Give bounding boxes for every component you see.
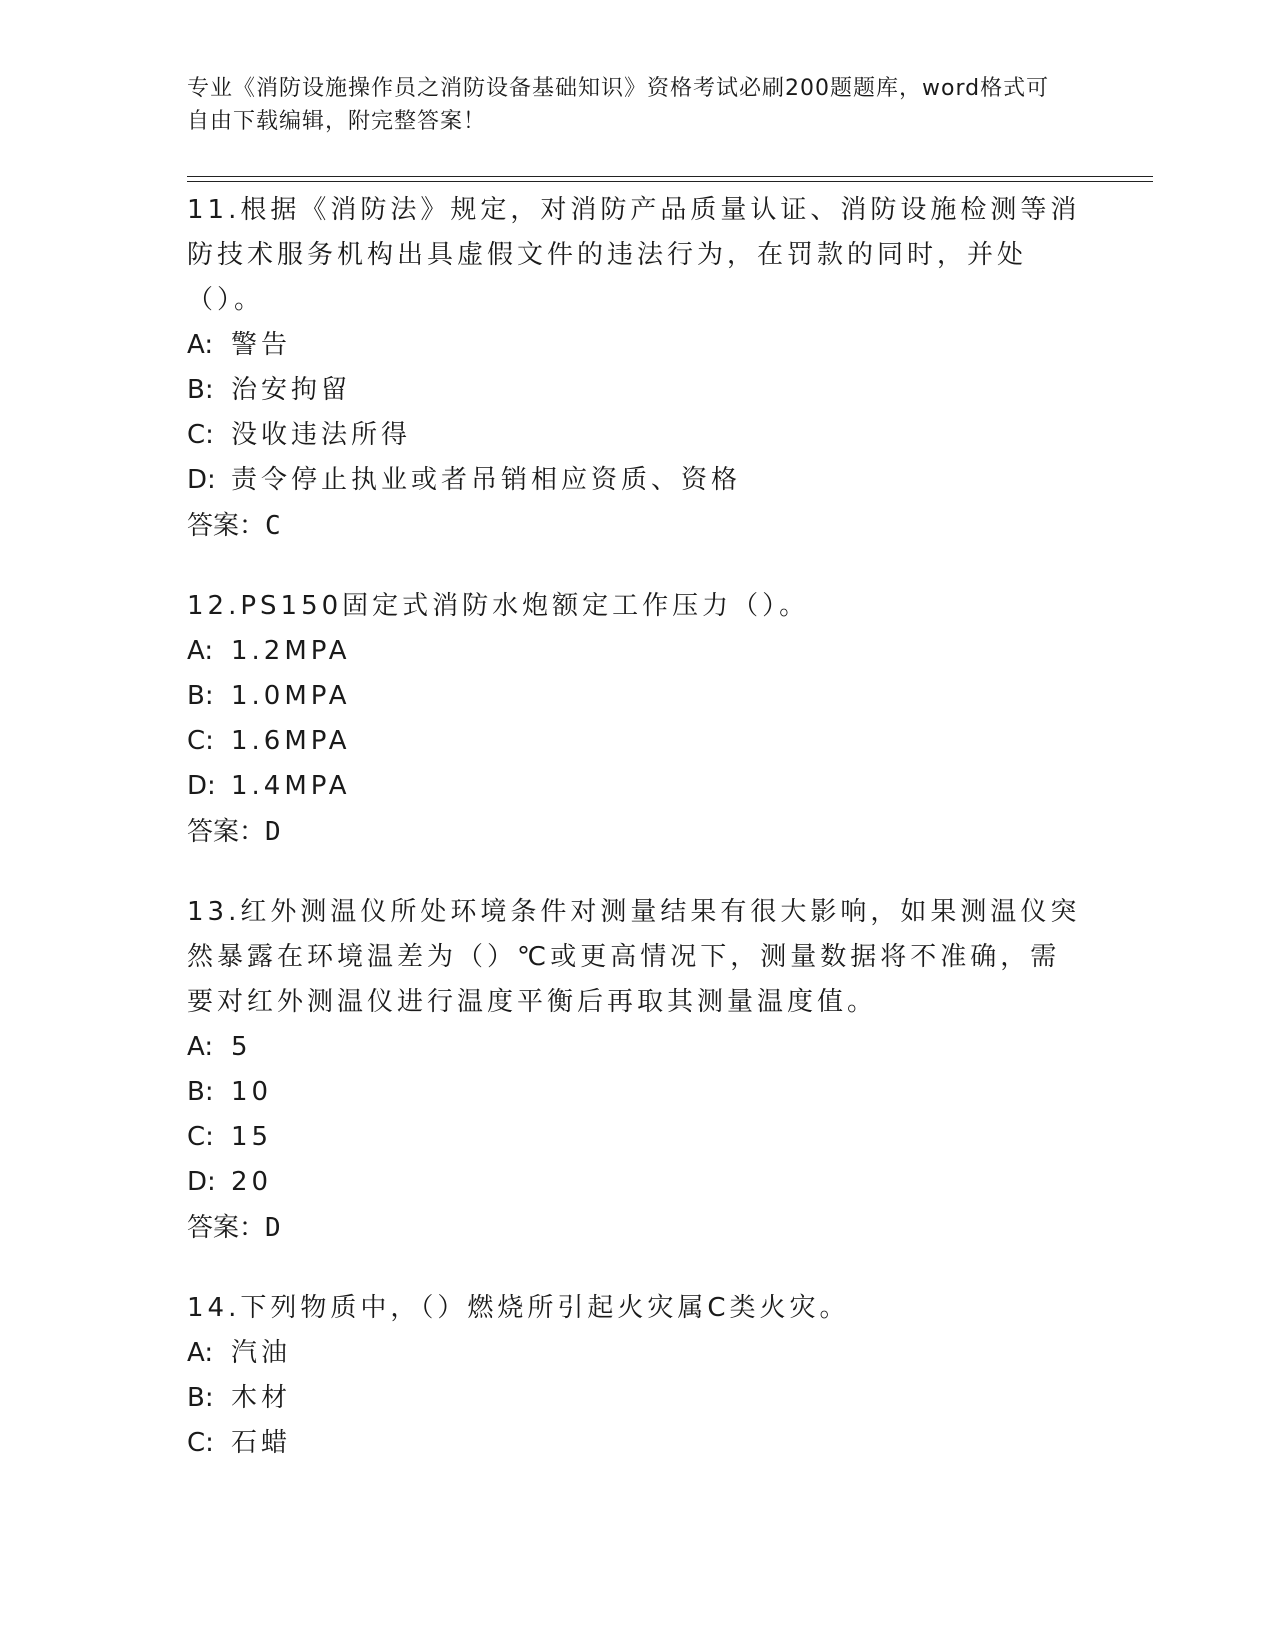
- document-header: 专业《消防设施操作员之消防设备基础知识》资格考试必刷200题题库，word格式可自由下载编辑，附完整答案！: [187, 76, 1050, 134]
- option-b: [187, 674, 1087, 719]
- question-list: [187, 188, 1087, 1501]
- option-key: B:: [187, 375, 214, 405]
- option-key: C:: [187, 1428, 214, 1458]
- option-c: [187, 1115, 1087, 1160]
- option-text: 1.2MPA: [231, 636, 351, 666]
- option-key: D:: [187, 771, 216, 801]
- header-divider-bottom: [187, 181, 1153, 182]
- option-a: [187, 323, 1087, 368]
- question-stem: 13.红外测温仪所处环境条件对测量结果有很大影响，如果测温仪突然暴露在环境温差为（）℃或更高情况下，测量数据将不准确，需要对红外测温仪进行温度平衡后再取其测量温度值。: [187, 897, 1081, 1017]
- option-text: 没收违法所得: [231, 420, 412, 450]
- option-text: 5: [231, 1032, 252, 1062]
- option-c: [187, 1421, 1087, 1466]
- option-text: 20: [231, 1167, 273, 1197]
- answer-label: 答案：: [187, 817, 266, 847]
- question-11: [187, 188, 1087, 549]
- option-a: [187, 629, 1087, 674]
- option-key: A:: [187, 1338, 214, 1368]
- answer-value: C: [265, 511, 281, 541]
- option-text: 治安拘留: [231, 375, 352, 405]
- answer-line: [187, 503, 1087, 549]
- option-text: 木材: [231, 1383, 292, 1413]
- question-stem: 11.根据《消防法》规定，对消防产品质量认证、消防设施检测等消防技术服务机构出具虚假文件的违法行为，在罚款的同时，并处（）。: [187, 195, 1081, 315]
- option-a: [187, 1025, 1087, 1070]
- option-key: B:: [187, 681, 214, 711]
- option-text: 1.4MPA: [231, 771, 351, 801]
- option-b: [187, 1070, 1087, 1115]
- option-b: [187, 368, 1087, 413]
- option-key: B:: [187, 1383, 214, 1413]
- option-b: [187, 1376, 1087, 1421]
- option-d: [187, 1160, 1087, 1205]
- answer-label: 答案：: [187, 511, 266, 541]
- option-text: 15: [231, 1122, 273, 1152]
- option-d: [187, 764, 1087, 809]
- option-text: 10: [231, 1077, 273, 1107]
- question-12: [187, 584, 1087, 855]
- answer-value: D: [265, 1213, 281, 1243]
- question-stem: 12.PS150固定式消防水炮额定工作压力（）。: [187, 591, 810, 621]
- option-text: 石蜡: [231, 1428, 292, 1458]
- option-c: [187, 719, 1087, 764]
- answer-line: [187, 809, 1087, 855]
- answer-value: D: [265, 817, 281, 847]
- option-key: D:: [187, 465, 216, 495]
- option-d: [187, 458, 1087, 503]
- option-key: C:: [187, 1122, 214, 1152]
- option-key: A:: [187, 636, 214, 666]
- question-13: [187, 890, 1087, 1251]
- option-key: C:: [187, 420, 214, 450]
- option-text: 汽油: [231, 1338, 292, 1368]
- question-stem: 14.下列物质中，（）燃烧所引起火灾属C类火灾。: [187, 1293, 850, 1323]
- option-key: D:: [187, 1167, 216, 1197]
- question-14: [187, 1286, 1087, 1466]
- option-text: 警告: [231, 330, 292, 360]
- option-key: B:: [187, 1077, 214, 1107]
- option-c: [187, 413, 1087, 458]
- answer-label: 答案：: [187, 1213, 266, 1243]
- option-key: C:: [187, 726, 214, 756]
- option-text: 1.6MPA: [231, 726, 351, 756]
- option-a: [187, 1331, 1087, 1376]
- option-key: A:: [187, 330, 214, 360]
- answer-line: [187, 1205, 1087, 1251]
- option-text: 1.0MPA: [231, 681, 351, 711]
- option-key: A:: [187, 1032, 214, 1062]
- header-divider-top: [187, 176, 1153, 177]
- option-text: 责令停止执业或者吊销相应资质、资格: [231, 465, 742, 495]
